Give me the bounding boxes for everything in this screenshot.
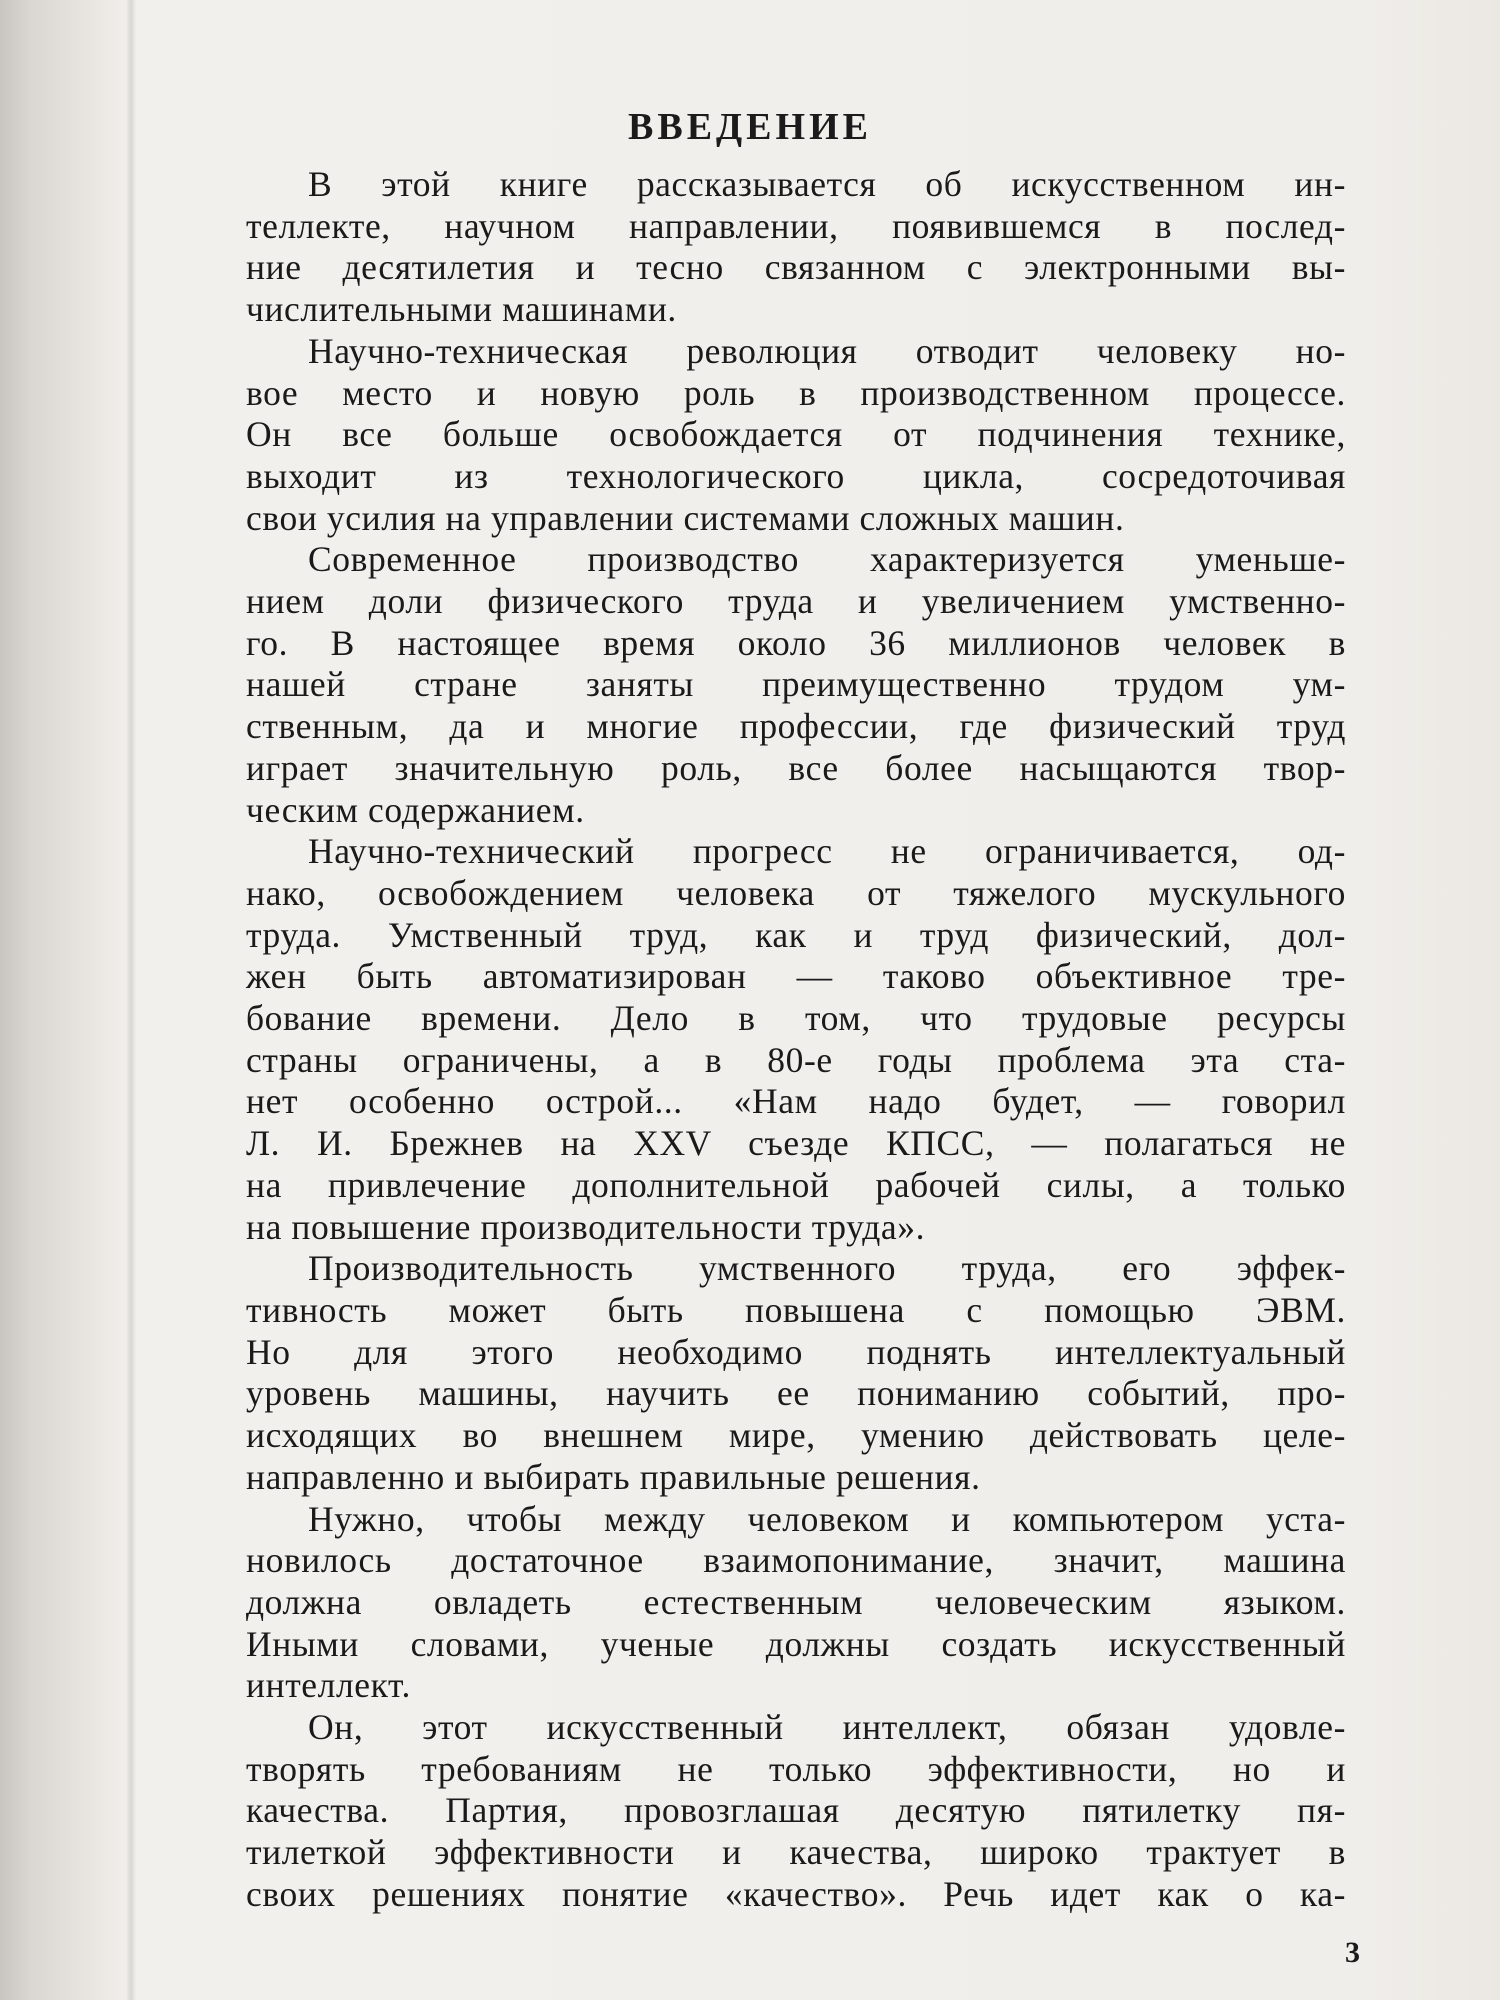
paragraph <box>246 1248 1346 1498</box>
text-line: теллекте, научном направлении, появившемся в послед- <box>246 205 1346 246</box>
paragraph <box>246 164 1346 331</box>
text-line: должна овладеть естественным человеческим языком. <box>246 1581 1346 1622</box>
text-line: бование времени. Дело в том, что трудовые ресурсы <box>246 998 1346 1039</box>
text-line: го. В настоящее время около 36 миллионов человек в <box>246 622 1346 663</box>
text-line: нако, освобождением человека от тяжелого мускульного <box>246 872 1346 913</box>
text-line: Научно-техническая революция отводит человеку но- <box>308 330 1346 371</box>
text-line: на привлечение дополнительной рабочей силы, а только <box>246 1164 1346 1205</box>
text-line: Научно-технический прогресс не ограничивается, од- <box>308 831 1346 872</box>
text-line: труда. Умственный труд, как и труд физический, дол- <box>246 914 1346 955</box>
text-line: исходящих во внешнем мире, умению действовать целе- <box>246 1415 1346 1456</box>
paragraph <box>246 831 1346 1248</box>
page-gutter <box>126 0 136 2000</box>
chapter-title: ВВЕДЕНИЕ <box>628 106 872 149</box>
text-line: страны ограничены, а в 80-е годы проблема эта ста- <box>246 1039 1346 1080</box>
text-line: тилеткой эффективности и качества, широко трактует в <box>246 1832 1346 1873</box>
page-number: 3 <box>1345 1936 1360 1969</box>
text-line: нет особенно острой... «Нам надо будет, — говорил <box>246 1081 1346 1122</box>
text-line: играет значительную роль, все более насыщаются твор- <box>246 747 1346 788</box>
text-line: Он все больше освобождается от подчинения технике, <box>246 414 1346 455</box>
text-line: ственным, да и многие профессии, где физический труд <box>246 706 1346 747</box>
text-line: свои усилия на управлении системами сложных машин. <box>246 497 1125 538</box>
text-line: уровень машины, научить ее пониманию событий, про- <box>246 1373 1346 1414</box>
text-line: тивность может быть повышена с помощью ЭВМ. <box>246 1289 1346 1330</box>
body-text <box>246 164 1346 1916</box>
text-line: ческим содержанием. <box>246 789 585 830</box>
text-line: ние десятилетия и тесно связанном с электронными вы- <box>246 247 1346 288</box>
text-line: В этой книге рассказывается об искусственном ин- <box>308 164 1346 204</box>
text-line: жен быть автоматизирован — таково объективное тре- <box>246 956 1346 997</box>
text-line: Иными словами, ученые должны создать искусственный <box>246 1623 1346 1664</box>
text-line: Производительность умственного труда, его эффек- <box>308 1248 1346 1289</box>
paragraph <box>246 331 1346 540</box>
text-line: творять требованиям не только эффективности, но и <box>246 1748 1346 1789</box>
text-line: направленно и выбирать правильные решения. <box>246 1456 981 1497</box>
page-left-edge <box>0 0 120 2000</box>
text-line: Современное производство характеризуется уменьше- <box>308 539 1346 580</box>
text-line: новилось достаточное взаимопонимание, значит, машина <box>246 1540 1346 1581</box>
text-line: интеллект. <box>246 1665 411 1706</box>
paragraph <box>246 1707 1346 1916</box>
text-line: на повышение производительности труда». <box>246 1206 926 1247</box>
paragraph <box>246 1499 1346 1708</box>
text-line: Нужно, чтобы между человеком и компьютером уста- <box>308 1498 1346 1539</box>
text-line: выходит из технологического цикла, сосредоточивая <box>246 455 1346 496</box>
text-line: вое место и новую роль в производственном процессе. <box>246 372 1346 413</box>
text-line: числительными машинами. <box>246 289 677 330</box>
text-line: нием доли физического труда и увеличением умственно- <box>246 581 1346 622</box>
text-line: Л. И. Брежнев на XXV съезде КПСС, — полагаться не <box>246 1123 1346 1164</box>
text-line: своих решениях понятие «качество». Речь идет как о ка- <box>246 1873 1346 1914</box>
text-line: нашей стране заняты преимущественно трудом ум- <box>246 664 1346 705</box>
text-line: Он, этот искусственный интеллект, обязан удовле- <box>308 1707 1346 1748</box>
text-line: качества. Партия, провозглашая десятую пятилетку пя- <box>246 1790 1346 1831</box>
paragraph <box>246 539 1346 831</box>
text-line: Но для этого необходимо поднять интеллектуальный <box>246 1331 1346 1372</box>
